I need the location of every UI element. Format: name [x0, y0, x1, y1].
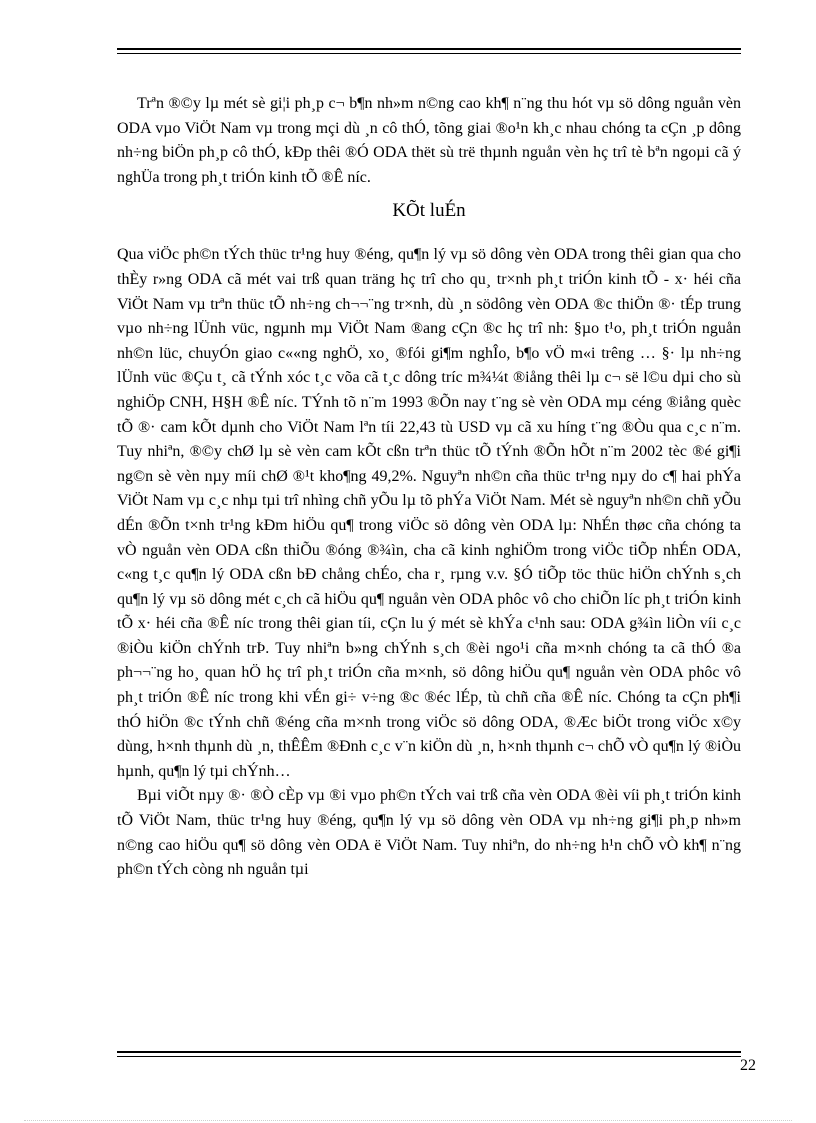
page-body [117, 92, 741, 883]
conclusion-paragraph: Qua viÖc ph©n tÝch thüc tr¹ng huy ®éng, qu¶n lý vµ sö dông vèn ODA trong thêi gian qua cho thÈy r»ng ODA cã mét vai trß quan träng hç trî cho qu¸ tr×nh ph¸t triÓn kinh tÕ - x· héi cña ViÖt Nam vµ trªn thüc tÕ nh÷ng ch¬¬¨ng tr×nh, dù ¸n södông vèn ODA ®c thiÖn ®· tÉp trung vµo nh÷ng lÜnh vüc, ngµnh mµ ViÖt Nam ®ang cÇn ®c hç trî nh: §µo t¹o, ph¸t triÓn nguån nh©n lüc, chuyÓn giao c««ng nghÖ, xo¸ ®fói gi¶m nghÎo, b¶o vÖ m«i trêng … §· lµ nh÷ng lÜnh vüc ®Çu t¸ cã tÝnh xóc t¸c võa cã t¸c dông tríc m¾¼t ®iång thêi lµ c¬ së l©u dµi cho sù nghiÖp CNH, H§H ®Ê níc. TÝnh tõ n¨m 1993 ®Õn nay t¨ng sè vèn ODA mµ céng ®iång quèc tÕ ®· cam kÕt dµnh cho ViÖt Nam lªn tíi 22,43 tù USD vµ cã xu híng t¨ng ®Òu qua c¸c n¨m. Tuy nhiªn, ®©y chØ lµ sè vèn cam kÕt cßn trªn thüc tÕ tÝnh ®Õn hÕt n¨m 2002 tèc ®é gi¶i ng©n sè vèn nµy míi chØ ®¹t kho¶ng 49,2%. Nguyªn nh©n cña thüc tr¹ng nµy do c¶ hai phÝa ViÖt Nam vµ c¸c nhµ tµi trî nhìng chñ yÕu lµ tõ phÝa ViÖt Nam. Mét sè nguyªn nh©n chñ yÕu dÉn ®Õn t×nh tr¹ng kÐm hiÖu qu¶ trong viÖc sö dông vèn ODA lµ: NhÉn thøc cña chóng ta vÒ nguån vèn ODA cßn thiÕu ®óng ®¾ìn, cha cã kinh nghiÖm trong viÖc tiÕp nhÉn ODA, c«ng t¸c qu¶n lý ODA cßn bÐ chång chÉo, cha r¸ rµng v.v. §Ó tiÕp töc thüc hiÖn chÝnh s¸ch qu¶n lý vµ sö dông mét c¸ch cã hiÖu qu¶ nguån vèn ODA phôc vô cho chiÕn líc ph¸t triÓn kinh tÕ x· héi cña ®Ê níc trong thêi gian tíi, cÇn lu ý mét sè khÝa c¹nh sau: ODA g¾ìn liÒn víi c¸c ®iÒu kiÖn chÝnh trÞ. Tuy nhiªn b»ng chÝnh s¸ch ®èi ngo¹i cña m×nh chóng ta cã thÓ ®a ph¬¬¨ng ho¸ quan hÖ hç trî ph¸t triÓn cña m×nh, sö dông hiÖu qu¶ nguån vèn ODA phôc vô ph¸t triÓn ®Ê níc trong khi vÉn gi÷ v÷ng ®c ®éc lÉp, tù chñ cña ®Ê níc. Chóng ta cÇn ph¶i thÓ hiÖn ®c tÝnh chñ ®éng cña m×nh trong viÖc sö dông ODA, ®Æc biÖt trong viÖc x©y dùng, h×nh thµnh dù ¸n, thÊÊm ®Ðnh c¸c v¨n kiÖn dù ¸n, h×nh thµnh c¬ chÕ vÒ qu¶n lý ®iÒu hµnh, qu¶n lý tµi chÝnh… [117, 246, 741, 780]
intro-paragraph: Trªn ®©y lµ mét sè gi¦i ph¸p c¬ b¶n nh»m n©ng cao kh¶ n¨ng thu hót vµ sö dông nguån vèn ODA vµo ViÖt Nam vµ trong mçi dù ¸n cô thÓ, tõng giai ®o¹n kh¸c nhau chóng ta cÇn ¸p dông nh÷ng biÖn ph¸p cô thÓ, kÐp thêi ®Ó ODA thët sù trë thµnh nguån vèn hç trî tè bªn ngoµi cã ý nghÜa trong ph¸t triÓn kinh tÕ ®Ê níc. [117, 95, 741, 186]
footer-rule-thin [117, 1056, 741, 1057]
section-heading: KÕt luÉn [392, 200, 466, 222]
page-number: 22 [740, 1057, 756, 1074]
header-rule-thin [117, 53, 741, 54]
page-edge-divider [24, 1120, 792, 1121]
footer-rule-thick [117, 1051, 741, 1053]
closing-paragraph: Bµi viÕt nµy ®· ®Ò cÈp vµ ®i vµo ph©n tÝch vai trß cña vèn ODA ®èi víi ph¸t triÓn kinh tÕ ViÖt Nam, thüc tr¹ng huy ®éng, qu¶n lý vµ sö dông vèn ODA vµ nh÷ng gi¶i ph¸p nh»m n©ng cao hiÖu qu¶ sö dông vèn ODA ë ViÖt Nam. Tuy nhiªn, do nh÷ng h¹n chÕ vÒ kh¶ n¨ng ph©n tÝch còng nh nguån tµi [117, 787, 741, 879]
header-rule-thick [117, 48, 741, 50]
